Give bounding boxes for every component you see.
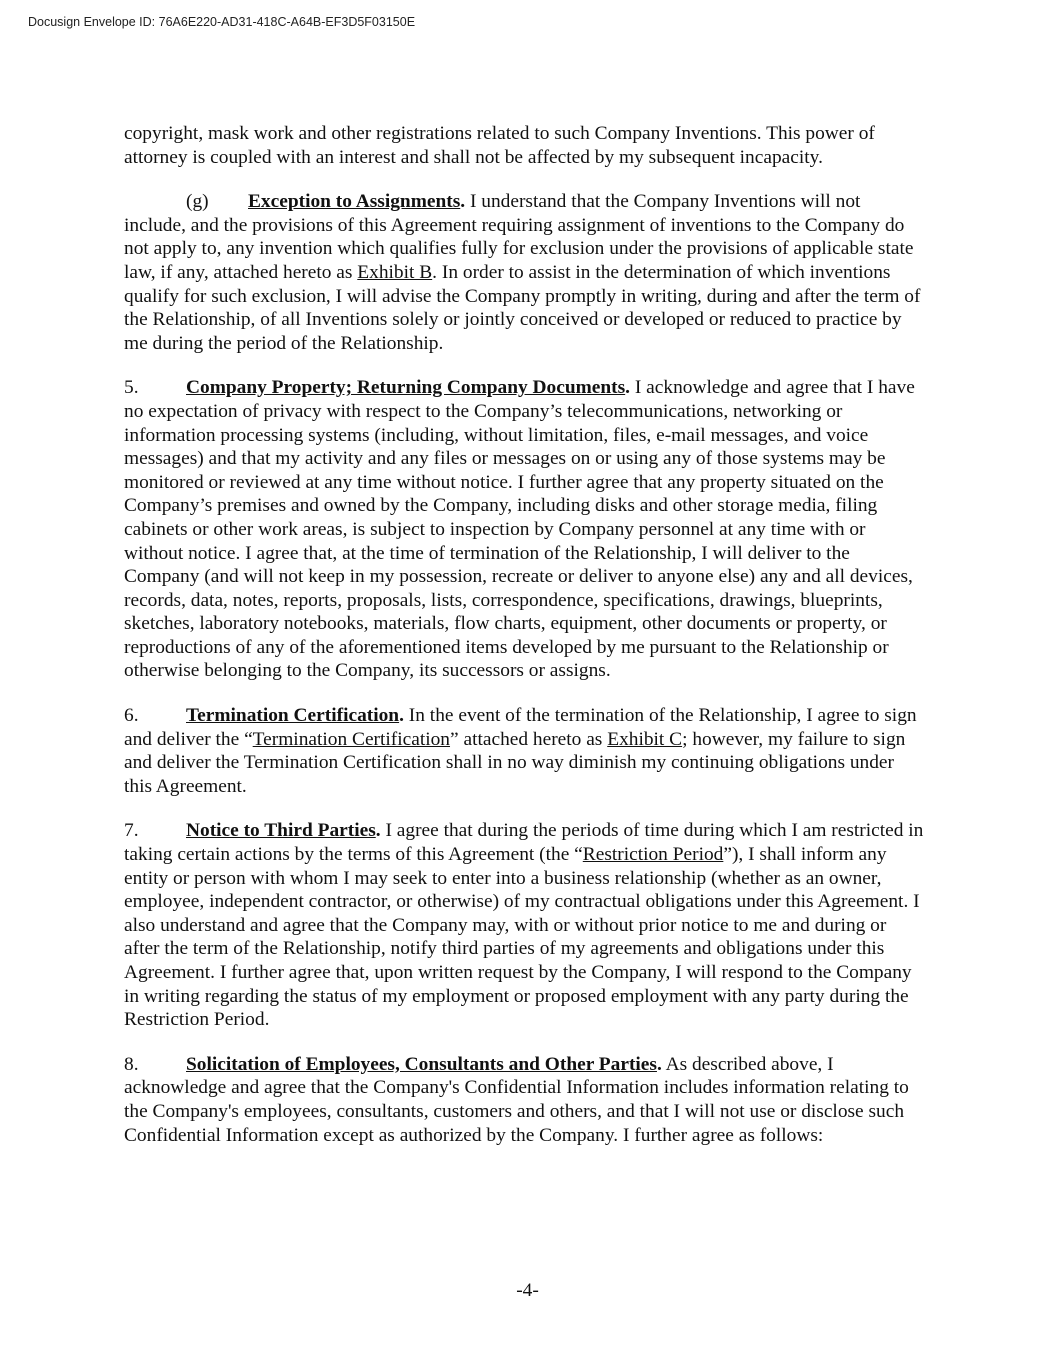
clause-heading: Exception to Assignments <box>248 191 461 213</box>
paragraph-text: As described above, I acknowledge and agree that the Company's Confidential Information includes information relating to the Company's employees, consultants, customers and others, and that I will not use or disclose such Confidential Information except as authorized by the Company. I further agree as follows: <box>124 1053 909 1146</box>
paragraph-company-property: 5. Company Property; Returning Company Documents. I acknowledge and agree that I have no expectation of privacy with respect to the Company’s telecommunications, networking or information processing systems (including, without limitation, files, e-mail messages, and voice messages) and that my activity and any files or messages on or using any of those systems may be monitored or reviewed at any time without notice. I further agree that any property situated on the Company’s premises and owned by the Company, including disks and other storage media, filing cabinets or other work areas, is subject to inspection by Company personnel at any time with or without notice. I agree that, at the time of termination of the Relationship, I will deliver to the Company (and will not keep in my possession, recreate or deliver to anyone else) any and all devices, records, data, notes, reports, proposals, lists, correspondence, specifications, drawings, blueprints, sketches, laboratory notebooks, materials, flow charts, equipment, other documents or property, or reproductions of any of the aforementioned items developed by me pursuant to the Relationship or otherwise belonging to the Company, its successors or assigns. <box>124 377 915 682</box>
paragraph-text: In the event of the termination of the Relationship, I agree to sign and deliver the “ <box>124 705 917 750</box>
clause-heading: Notice to Third Parties <box>186 820 376 842</box>
exhibit-b-reference: Exhibit B <box>357 261 433 283</box>
paragraph-termination-certification: 6. Termination Certification. In the event of the termination of the Relationship, I agree to sign and deliver the “Termination Certification” attached hereto as Exhibit C; however, my failure to sign and deliver the Termination Certification shall in no way diminish my continuing obligations under this Agreement. <box>124 705 917 797</box>
paragraph-text: ”), I shall inform any entity or person with whom I may seek to enter into a business relationship (whether as an owner, employee, independent contractor, or otherwise) of my contractual obligations under this Agreement. I also understand and agree that the Company may, with or without prior notice to me and during or after the term of the Relationship, notify third parties of my agreements and obligations under this Agreement. I further agree that, upon written request by the Company, I will respond to the Company in writing regarding the status of my employment or proposed employment with any party during the Restriction Period. <box>124 844 920 1031</box>
paragraph-text: I acknowledge and agree that I have no expectation of privacy with respect to the Company’s telecommunications, networking or information processing systems (including, without limitation, files, e-mail messages, and voice messages) and that my activity and any files or messages on or using any of those systems may be monitored or reviewed at any time without notice. I further agree that any property situated on the Company’s premises and owned by the Company, including disks and other storage media, filing cabinets or other work areas, is subject to inspection by Company personnel at any time with or without notice. I agree that, at the time of termination of the Relationship, I will deliver to the Company (and will not keep in my possession, recreate or deliver to anyone else) any and all devices, records, data, notes, reports, proposals, lists, correspondence, specifications, drawings, blueprints, sketches, laboratory notebooks, materials, flow charts, equipment, other documents or property, or reproductions of any of the aforementioned items developed by me pursuant to the Relationship or otherwise belonging to the Company, its successors or assigns. <box>124 377 915 682</box>
paragraph-text: I agree that during the periods of time during which I am restricted in taking certain actions by the terms of this Agreement (the “ <box>124 820 924 866</box>
defined-term: Restriction Period <box>582 844 724 866</box>
paragraph-text: ” attached hereto as <box>450 728 608 750</box>
clause-heading: Termination Certification <box>186 705 400 727</box>
clause-number: 8. <box>124 1053 139 1075</box>
clause-number: 7. <box>124 820 139 842</box>
docusign-envelope-id: Docusign Envelope ID: 76A6E220-AD31-418C-A64B-EF3D5F03150E <box>28 15 416 29</box>
clause-heading: Company Property; Returning Company Documents <box>186 377 626 399</box>
clause-number: 6. <box>124 705 139 727</box>
paragraph-solicitation: 8. Solicitation of Employees, Consultants and Other Parties. As described above, I acknowledge and agree that the Company's Confidential Information includes information relating to the Company's employees, consultants, customers and others, and that I will not use or disclose such Confidential Information except as authorized by the Company. I further agree as follows: <box>124 1053 909 1146</box>
document-body <box>124 122 924 1168</box>
paragraph-text: . In order to assist in the determination of which inventions qualify for such exclusion, I will advise the Company promptly in writing, during and after the term of the Relationship, of all Inventions solely or jointly conceived or developed or reduced to practice by me during the period of the Relationship. <box>124 261 921 354</box>
clause-number: 5. <box>124 377 139 399</box>
page-number: -4- <box>516 1280 539 1301</box>
paragraph-text: copyright, mask work and other registrations related to such Company Inventions. This power of attorney is coupled with an interest and shall not be affected by my subsequent incapacity. <box>124 123 875 168</box>
paragraph-exception-to-assignments: (g) Exception to Assignments. I understand that the Company Inventions will not include, and the provisions of this Agreement requiring assignment of inventions to the Company do not apply to, any invention which qualifies fully for exclusion under the provisions of applicable state law, if any, attached hereto as Exhibit B. In order to assist in the determination of which inventions qualify for such exclusion, I will advise the Company promptly in writing, during and after the term of the Relationship, of all Inventions solely or jointly conceived or developed or reduced to practice by me during the period of the Relationship. <box>124 191 921 354</box>
defined-term: Termination Certification <box>252 728 451 750</box>
paragraph-text: I understand that the Company Inventions will not include, and the provisions of this Agreement requiring assignment of inventions to the Company do not apply to, any invention which qualifies fully for exclusion under the provisions of applicable state law, if any, attached hereto as <box>124 191 914 283</box>
clause-number: (g) <box>186 191 209 213</box>
paragraph-notice-to-third-parties: 7. Notice to Third Parties. I agree that during the periods of time during which I am restricted in taking certain actions by the terms of this Agreement (the “Restriction Period”), I shall inform any entity or person with whom I may seek to enter into a business relationship (whether as an owner, employee, independent contractor, or otherwise) of my contractual obligations under this Agreement. I also understand and agree that the Company may, with or without prior notice to me and during or after the term of the Relationship, notify third parties of my agreements and obligations under this Agreement. I further agree that, upon written request by the Company, I will respond to the Company in writing regarding the status of my employment or proposed employment with any party during the Restriction Period. <box>124 820 924 1031</box>
exhibit-c-reference: Exhibit C <box>607 728 683 750</box>
clause-heading: Solicitation of Employees, Consultants and Other Parties <box>186 1053 657 1075</box>
paragraph-continuation <box>124 122 924 169</box>
paragraph-text: ; however, my failure to sign and deliver the Termination Certification shall in no way diminish my continuing obligations under this Agreement. <box>124 728 906 797</box>
